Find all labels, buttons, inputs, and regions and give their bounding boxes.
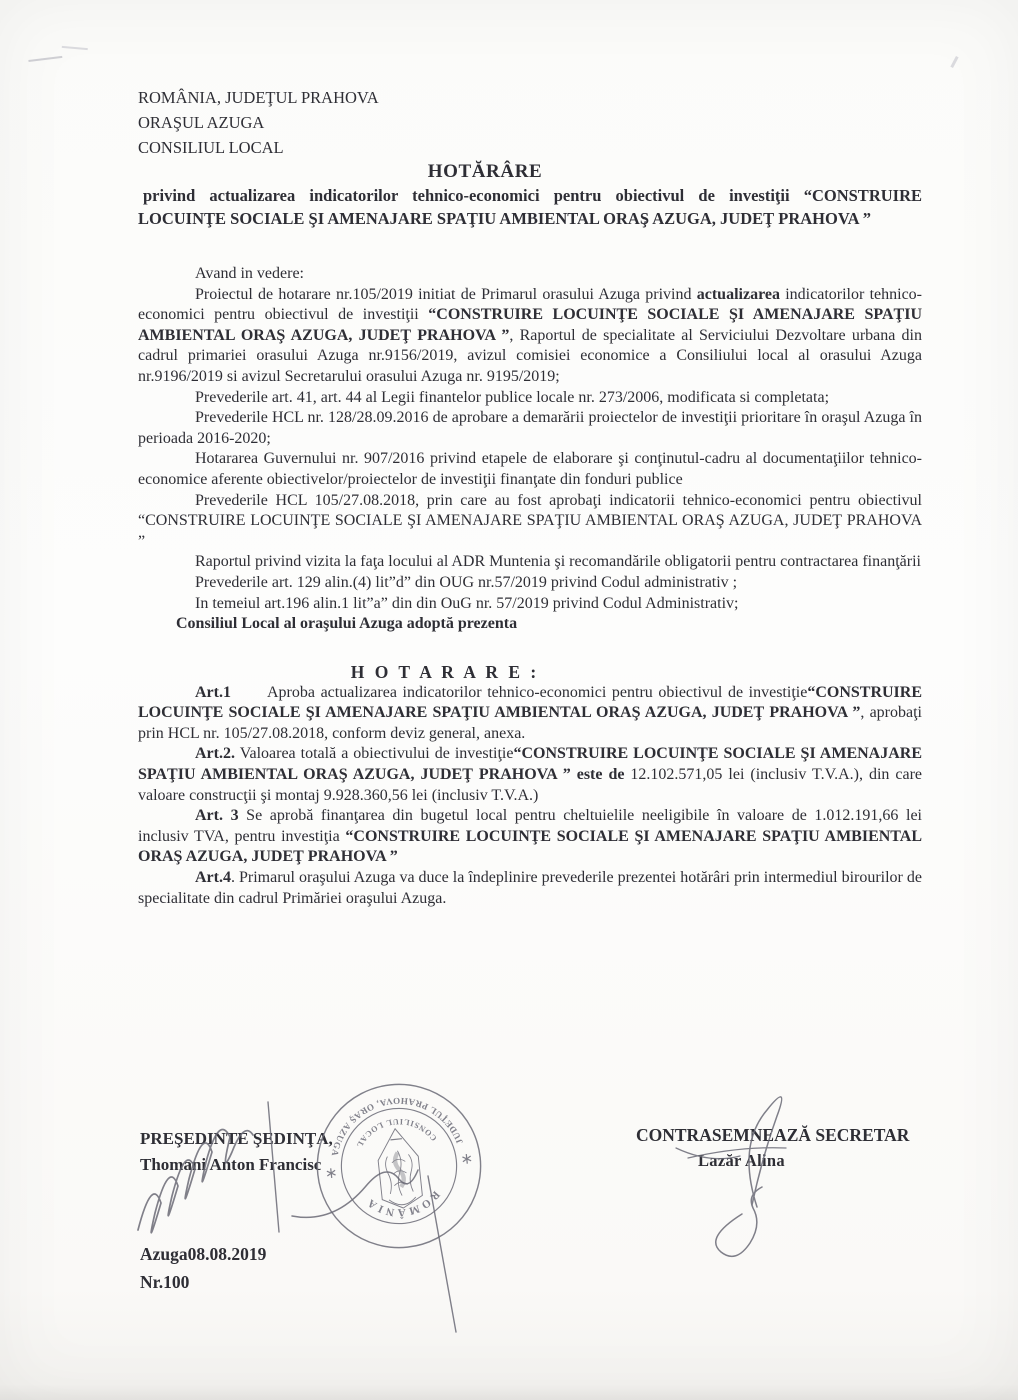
preamble-paragraph-law273: Prevederile art. 41, art. 44 al Legii finantelor publice locale nr. 273/2006, modificata si completata; [195, 388, 830, 406]
preamble-paragraph-adr: Raportul privind vizita la faţa locului al ADR Muntenia şi recomandările obligatorii pentru contractarea finanţării [195, 553, 921, 571]
article-2 [138, 744, 922, 806]
text-segment: indicatorilor tehnico-economici pentru obiectivul de investiţii [138, 285, 922, 324]
svg-text:CONSILIUL LOCAL [352, 1113, 439, 1151]
preamble-paragraph-oug129: Prevederile art. 129 alin.(4) lit”d” din OUG nr.57/2019 privind Codul administrativ ; [195, 573, 738, 591]
article-2-label: Art.2. [195, 745, 235, 763]
text-segment: , aprobaţi prin HCL nr. 105/27.08.2018, conform deviz general, anexa. [138, 704, 923, 742]
text-segment: Se aprobă finanţarea din bugetul local pentru cheltuielile neeligibile în valoare de 1.012.191,66 lei inclusiv TVA, pentru investiţia [138, 807, 922, 845]
bold-segment: actualizarea [696, 285, 780, 303]
issuer-city-line: ORAŞUL AZUGA [138, 113, 265, 132]
preamble-intro: Avand in vedere: [195, 265, 304, 282]
president-title: PREŞEDINTE ŞEDINŢA, [140, 1129, 333, 1148]
article-1 [138, 683, 922, 745]
pen-smudge-top-left-2 [62, 41, 89, 50]
decision-heading: H O T A R A R E : [350, 661, 540, 682]
text-segment: Valoarea totală a obiectivului de investiţie [234, 745, 514, 763]
article-3 [138, 806, 922, 868]
text-segment: , Raportul de specialitate al Serviciului Dezvoltare urbana din cadrul primariei orasului Azuga nr.9156/2019, avizul comisiei economice a Consiliului local al orasului Azuga nr.9196/2019 si avizul Secretarului orasului Azuga nr. 9195/2019; [138, 326, 923, 385]
president-name: Thomani Anton Francisc [140, 1155, 322, 1174]
stamp-star-right [327, 1168, 336, 1178]
adoption-clause: Consiliul Local al oraşului Azuga adoptă prezenta [176, 615, 518, 633]
bold-project-name: “CONSTRUIRE LOCUINŢE SOCIALE ŞI AMENAJARE SPAŢIU AMBIENTAL ORAŞ AZUGA, JUDEŢ PRAHOVA ” este de [138, 745, 923, 784]
official-round-stamp [303, 1070, 495, 1262]
article-4-label: Art.4 [195, 869, 231, 887]
secretary-title: CONTRASEMNEAZĂ SECRETAR [636, 1125, 910, 1145]
preamble-paragraph-temei: In temeiul art.196 alin.1 lit”a” din din OuG nr. 57/2019 privind Codul Administrativ; [195, 594, 739, 612]
stamp-council-text: CONSILIUL LOCAL [354, 1116, 439, 1151]
decision-number: Nr.100 [140, 1272, 190, 1292]
stamp-coat-of-arms [375, 1127, 423, 1210]
text-segment: Aproba actualizarea indicatorilor tehnico-economici pentru obiectivul de investiţie [266, 683, 808, 701]
article-3-label: Art. 3 [195, 807, 239, 825]
article-1-label: Art.1 [195, 683, 231, 701]
place-and-date: Azuga08.08.2019 [140, 1244, 267, 1264]
scan-mark-top-right [950, 56, 958, 68]
preamble-paragraph-project [138, 285, 922, 388]
preamble-paragraph-hcl105: Prevederile HCL 105/27.08.2018, prin care au fost aprobaţi indicatorii tehnico-economici pentru obiectivul “CONSTRUIRE LOCUINŢE SOCIALE ŞI AMENAJARE SPAŢIU AMBIENTAL ORAŞ AZUGA, JUDEŢ PRAHOVA ” [138, 491, 922, 550]
footer-block [140, 1240, 266, 1296]
total-value-text: 12.102.571,05 lei (inclusiv T.V.A.), din care valoare construcţii şi montaj 9.928.360,56 lei (inclusiv T.V.A.) [138, 766, 923, 804]
document-body [138, 85, 922, 909]
issuer-council-line: CONSILIUL LOCAL [138, 138, 284, 157]
stamp-star-left [462, 1154, 471, 1164]
document-title: HOTĂRÂRE [427, 161, 543, 182]
pen-smudge-top-left [28, 50, 63, 62]
text-segment: Proiectul de hotarare nr.105/2019 initiat de Primarul orasului Azuga privind [195, 285, 697, 303]
secretary-name: Lazăr Alina [698, 1151, 785, 1170]
text-segment: . Primarul oraşului Azuga va duce la îndeplinire prevederile prezentei hotărâri prin intermediul birourilor de specialitate din cadrul Primăriei oraşului Azuga. [138, 869, 922, 907]
preamble-paragraph-hg907: Hotararea Guvernului nr. 907/2016 privind etapele de elaborare şi conţinutul-cadru al documentaţiilor tehnico-economice aferente obiectivelor/proiectelor de investiţii finanţate din fonduri publice [138, 450, 922, 488]
stamp-ring-text: JUDEŢUL PRAHOVA, ORAŞ AZUGA [329, 1095, 465, 1158]
secretary-signature-block [636, 1122, 909, 1174]
bold-project-name: “CONSTRUIRE LOCUINŢE SOCIALE ŞI AMENAJARE SPAŢIU AMBIENTAL ORAŞ AZUGA, JUDEŢ PRAHOVA ” [138, 306, 923, 344]
preamble-paragraph-hcl128: Prevederile HCL nr. 128/28.09.2016 de aprobare a demarării proiectelor de investiţii prioritare în oraşul Azuga în perioada 2016-2020; [138, 409, 922, 447]
issuer-block [138, 85, 922, 160]
issuer-country-line: ROMÂNIA, JUDEŢUL PRAHOVA [138, 88, 379, 107]
article-4 [138, 868, 922, 909]
stamp-country-text: ROMÂNIA [363, 1188, 442, 1219]
document-subject: privind actualizarea indicatorilor tehnico-economici pentru obiectivul de investiţii “CONSTRUIRE LOCUINŢE SOCIALE ŞI AMENAJARE SPAŢIU AMBIENTAL ORAŞ AZUGA, JUDEŢ PRAHOVA ” [138, 186, 922, 228]
bold-project-name: “CONSTRUIRE LOCUINŢE SOCIALE ŞI AMENAJARE SPAŢIU AMBIENTAL ORAŞ AZUGA, JUDEŢ PRAHOVA ” [138, 683, 922, 722]
bold-project-name: “CONSTRUIRE LOCUINŢE SOCIALE ŞI AMENAJARE SPAŢIU AMBIENTAL ORAŞ AZUGA, JUDEŢ PRAHOVA ” [138, 827, 922, 866]
secretary-signature-ink [676, 1097, 786, 1257]
